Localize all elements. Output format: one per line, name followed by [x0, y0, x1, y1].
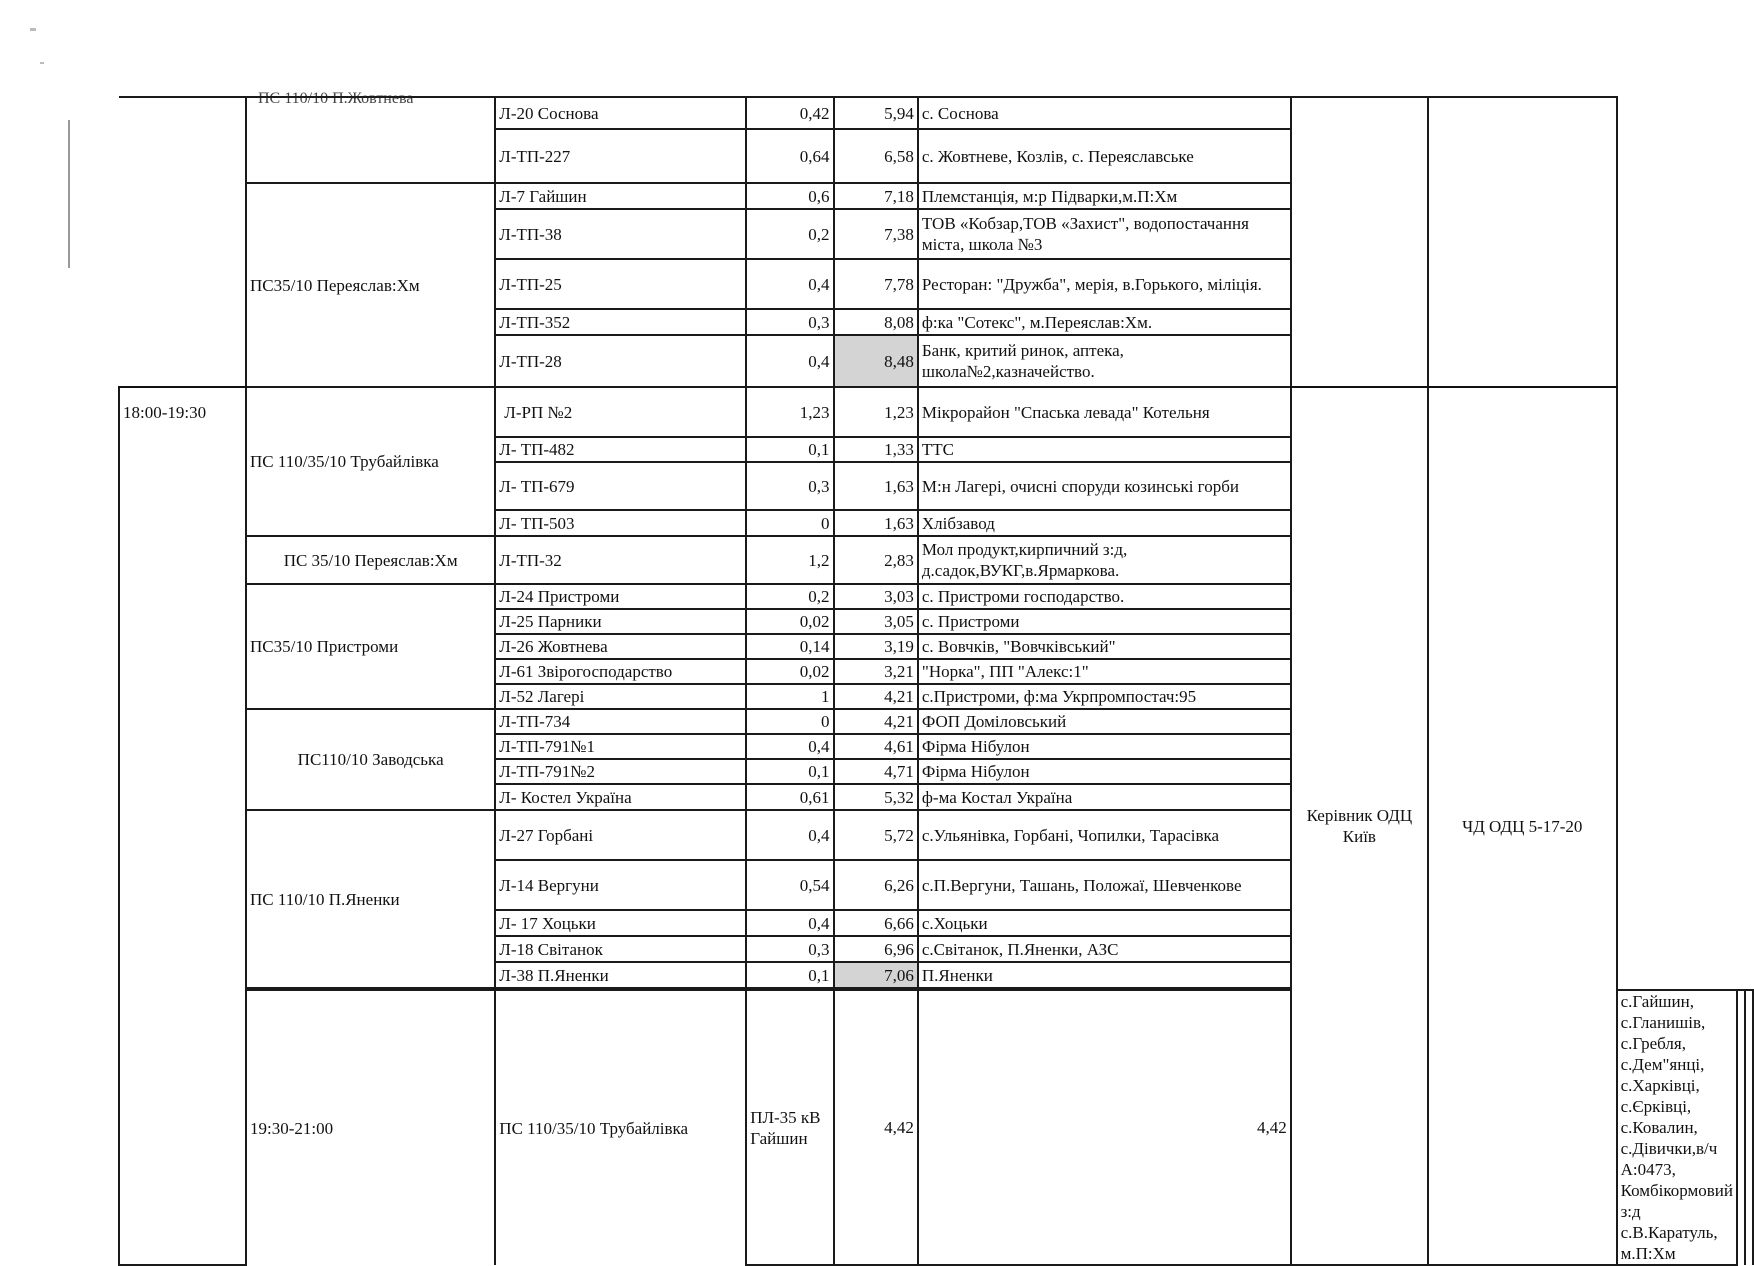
ghost-header: ПС 110/10 П.Жовтнева — [258, 90, 414, 107]
cumulative-value: 6,96 — [834, 936, 918, 962]
load-value: 1,2 — [746, 536, 833, 584]
consumers: "Норка", ПП "Алекс:1" — [918, 659, 1291, 684]
line-name: Л-ТП-791№2 — [495, 759, 746, 784]
line-name: Л-ТП-28 — [495, 335, 746, 387]
consumers: с. Вовчків, "Вовчківський" — [918, 634, 1291, 659]
consumers: ТОВ «Кобзар,ТОВ «Захист", водопостачання міста, школа №3 — [918, 209, 1291, 259]
line-name: Л-ТП-32 — [495, 536, 746, 584]
load-value: 0,3 — [746, 462, 833, 510]
cumulative-value: 5,32 — [834, 784, 918, 810]
cumulative-value: 3,03 — [834, 584, 918, 609]
cumulative-value: 1,33 — [834, 437, 918, 462]
cumulative-value: 7,78 — [834, 259, 918, 309]
line-name: Л- 17 Хоцьки — [495, 910, 746, 936]
line-name: Л-ТП-352 — [495, 309, 746, 335]
line-name: Л-26 Жовтнева — [495, 634, 746, 659]
contact-empty — [1428, 97, 1617, 387]
contact-empty — [1745, 990, 1753, 1265]
consumers: ф:ка "Сотекс", м.Переяслав:Хм. — [918, 309, 1291, 335]
consumers: Банк, критий ринок, аптека, школа№2,казначейство. — [918, 335, 1291, 387]
consumers: с. Пристроми — [918, 609, 1291, 634]
cumulative-value-highlighted: 8,48 — [834, 335, 918, 387]
line-name: Л-52 Лагері — [495, 684, 746, 709]
line-name: Л-38 П.Яненки — [495, 962, 746, 988]
scan-artifact — [68, 120, 70, 268]
cumulative-value: 2,83 — [834, 536, 918, 584]
line-name: Л- ТП-482 — [495, 437, 746, 462]
substation-name: ПС35/10 Переяслав:Хм — [246, 183, 495, 387]
consumers: ф-ма Костал Україна — [918, 784, 1291, 810]
responsible-person: Керівник ОДЦ Київ — [1291, 387, 1428, 1265]
cumulative-value: 5,72 — [834, 810, 918, 860]
consumers: Мол продукт,кирпичний з:д, д.садок,ВУКГ,в.Ярмаркова. — [918, 536, 1291, 584]
cumulative-value: 3,21 — [834, 659, 918, 684]
load-value: 0,1 — [746, 437, 833, 462]
load-value: 0,1 — [746, 962, 833, 988]
consumers: П.Яненки — [918, 962, 1291, 988]
load-value: 4,42 — [834, 990, 918, 1265]
load-value: 0,4 — [746, 810, 833, 860]
substation-name: ПС110/10 Заводська — [246, 709, 495, 810]
load-value: 1,23 — [746, 387, 833, 437]
cumulative-value: 5,94 — [834, 97, 918, 129]
load-value: 0,54 — [746, 860, 833, 910]
load-value: 0,4 — [746, 259, 833, 309]
load-value: 0,64 — [746, 129, 833, 183]
scan-artifact — [30, 28, 36, 31]
load-value: 0,3 — [746, 309, 833, 335]
substation-name: ПС 110/35/10 Трубайлівка — [246, 387, 495, 536]
load-value: 0,2 — [746, 584, 833, 609]
consumers: ФОП Доміловський — [918, 709, 1291, 734]
cumulative-value-highlighted: 7,06 — [834, 962, 918, 988]
load-value: 0,61 — [746, 784, 833, 810]
substation-name: ПС35/10 Пристроми — [246, 584, 495, 709]
consumers: Племстанція, м:р Підварки,м.П:Хм — [918, 183, 1291, 209]
cumulative-value: 3,19 — [834, 634, 918, 659]
load-value: 0,4 — [746, 734, 833, 759]
load-value: 0,2 — [746, 209, 833, 259]
line-name: Л-ТП-227 — [495, 129, 746, 183]
load-value: 0,4 — [746, 910, 833, 936]
consumers: Хлібзавод — [918, 510, 1291, 536]
load-value: 0,4 — [746, 335, 833, 387]
time-slot-empty — [119, 97, 246, 387]
consumers: Фірма Нібулон — [918, 759, 1291, 784]
load-value: 0,42 — [746, 97, 833, 129]
cumulative-value: 1,63 — [834, 510, 918, 536]
consumers: Мікрорайон "Спаська левада" Котельня — [918, 387, 1291, 437]
responsible-empty — [1291, 97, 1428, 387]
cumulative-value: 4,71 — [834, 759, 918, 784]
line-name: Л-61 Звірогосподарство — [495, 659, 746, 684]
consumers: с. Соснова — [918, 97, 1291, 129]
cumulative-value: 4,61 — [834, 734, 918, 759]
consumers: с. Пристроми господарство. — [918, 584, 1291, 609]
substation-name: ПС 110/35/10 Трубайлівка — [495, 990, 746, 1265]
line-name: Л-7 Гайшин — [495, 183, 746, 209]
consumers: с.П.Вергуни, Ташань, Положаї, Шевченкове — [918, 860, 1291, 910]
consumers: с. Жовтневе, Козлів, с. Переяславське — [918, 129, 1291, 183]
load-value: 0,1 — [746, 759, 833, 784]
line-name: Л-24 Пристроми — [495, 584, 746, 609]
cumulative-value: 7,18 — [834, 183, 918, 209]
cumulative-value: 6,58 — [834, 129, 918, 183]
line-name: Л-18 Світанок — [495, 936, 746, 962]
line-name: Л-25 Парники — [495, 609, 746, 634]
line-name: Л-20 Соснова — [495, 97, 746, 129]
cumulative-value: 6,26 — [834, 860, 918, 910]
consumers: ТТС — [918, 437, 1291, 462]
substation-name: ПС 35/10 Переяслав:Хм — [246, 536, 495, 584]
consumers: с.Світанок, П.Яненки, АЗС — [918, 936, 1291, 962]
substation-name — [246, 97, 495, 183]
line-name: Л-ТП-791№1 — [495, 734, 746, 759]
line-name: Л-РП №2 — [495, 387, 746, 437]
load-value: 0,02 — [746, 609, 833, 634]
line-name: Л-ТП-38 — [495, 209, 746, 259]
scan-artifact — [40, 62, 44, 64]
outage-schedule-table — [118, 96, 1754, 1266]
cumulative-value: 4,21 — [834, 684, 918, 709]
line-name: Л-27 Горбані — [495, 810, 746, 860]
line-name: Л-ТП-734 — [495, 709, 746, 734]
load-value: 0,6 — [746, 183, 833, 209]
contact-dispatcher: ЧД ОДЦ 5-17-20 — [1428, 387, 1617, 1265]
line-name: Л- Костел Україна — [495, 784, 746, 810]
consumers: с.Ульянівка, Горбані, Чопилки, Тарасівка — [918, 810, 1291, 860]
consumers: с.Гайшин, с.Гланишів, с.Гребля, с.Дем"янці, с.Харківці, с.Єрківці, с.Ковалин, с.Дівички,в/ч А:0473, Комбікормовий з:д с.В.Каратуль, м.П:Хм — [1617, 990, 1737, 1265]
consumers: Фірма Нібулон — [918, 734, 1291, 759]
consumers: с.Пристроми, ф:ма Укрпромпостач:95 — [918, 684, 1291, 709]
cumulative-value: 3,05 — [834, 609, 918, 634]
cumulative-value: 1,23 — [834, 387, 918, 437]
line-name: Л- ТП-503 — [495, 510, 746, 536]
substation-name: ПС 110/10 П.Яненки — [246, 810, 495, 988]
load-value: 1 — [746, 684, 833, 709]
cumulative-value: 6,66 — [834, 910, 918, 936]
responsible-empty — [1737, 990, 1745, 1265]
cumulative-value: 4,42 — [918, 990, 1291, 1265]
consumers: М:н Лагері, очисні споруди козинські горби — [918, 462, 1291, 510]
line-name: Л- ТП-679 — [495, 462, 746, 510]
cumulative-value: 8,08 — [834, 309, 918, 335]
cumulative-value: 7,38 — [834, 209, 918, 259]
consumers: с.Хоцьки — [918, 910, 1291, 936]
load-value: 0 — [746, 510, 833, 536]
cumulative-value: 4,21 — [834, 709, 918, 734]
load-value: 0,3 — [746, 936, 833, 962]
cumulative-value: 1,63 — [834, 462, 918, 510]
load-value: 0,02 — [746, 659, 833, 684]
line-name: ПЛ-35 кВ Гайшин — [746, 990, 833, 1265]
time-slot: 19:30-21:00 — [246, 990, 495, 1265]
load-value: 0 — [746, 709, 833, 734]
line-name: Л-ТП-25 — [495, 259, 746, 309]
load-value: 0,14 — [746, 634, 833, 659]
line-name: Л-14 Вергуни — [495, 860, 746, 910]
time-slot: 18:00-19:30 — [119, 387, 246, 1265]
consumers: Ресторан: "Дружба", мерія, в.Горького, міліція. — [918, 259, 1291, 309]
